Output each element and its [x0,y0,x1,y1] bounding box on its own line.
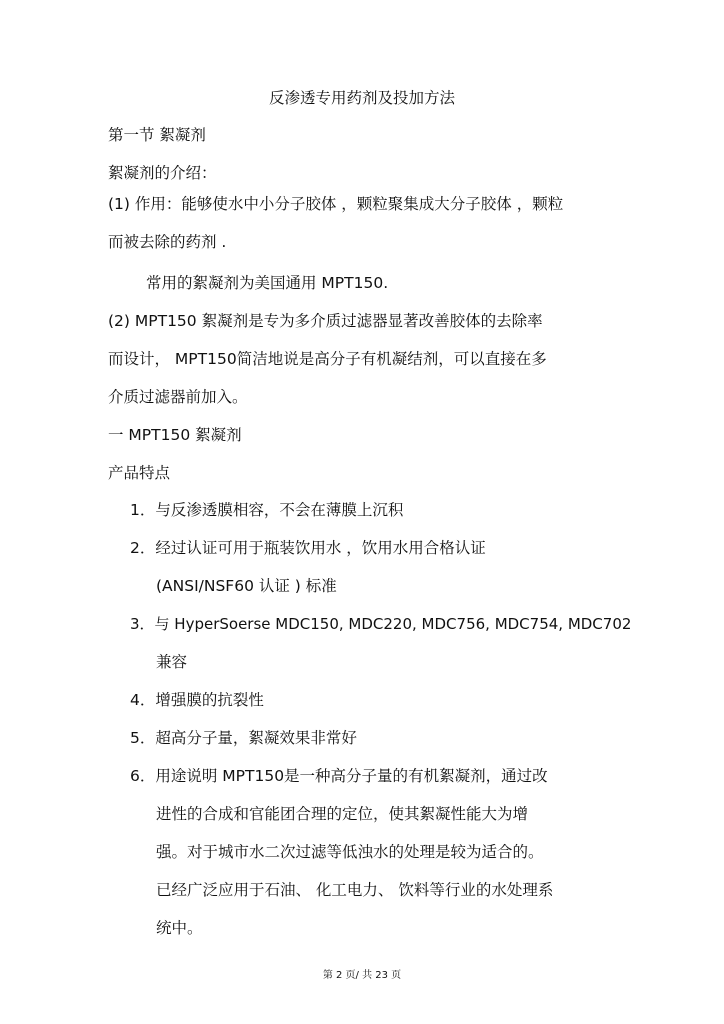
intro-heading: 絮凝剂的介绍： [108,164,217,182]
list-item: 2．经过认证可用于瓶装饮用水 ，饮用水用合格认证 [130,539,486,557]
list-item: 1．与反渗透膜相容，不会在薄膜上沉积 [130,501,404,519]
list-item-continuation: 强。对于城市水二次过滤等低浊水的处理是较为适合的。 [156,843,544,861]
list-item-continuation: 进性的合成和官能团合理的定位，使其絮凝性能大为增 [156,805,529,823]
list-item: 5．超高分子量，絮凝效果非常好 [130,729,357,747]
document-title: 反渗透专用药剂及投加方法 [268,89,455,107]
list-item: 6．用途说明 MPT150是一种高分子量的有机絮凝剂，通过改 [130,767,548,785]
section-heading: 第一节 絮凝剂 [108,126,206,144]
list-item-continuation: 已经广泛应用于石油、 化工电力、 饮料等行业的水处理系 [156,881,554,899]
paragraph-line: 常用的絮凝剂为美国通用 MPT150. [146,274,389,292]
subsection-heading: 一 MPT150 絮凝剂 [108,426,242,444]
paragraph-line: 介质过滤器前加入。 [108,388,248,406]
list-item: 4．增强膜的抗裂性 [130,691,264,709]
list-item-continuation: 统中。 [156,919,203,937]
list-item: 3．与 HyperSoerse MDC150, MDC220, MDC756, MDC754, MDC702 [130,615,632,633]
paragraph-line: 而设计， MPT150简洁地说是高分子有机凝结剂，可以直接在多 [108,350,547,368]
list-item-continuation: (ANSI/NSF60 认证 ) 标准 [156,577,337,595]
paragraph-line: (2) MPT150 絮凝剂是专为多介质过滤器显著改善胶体的去除率 [108,312,543,330]
paragraph-line: (1) 作用：能够使水中小分子胶体 ，颗粒聚集成大分子胶体 ，颗粒 [108,195,564,213]
paragraph-line: 而被去除的药剂 . [108,233,227,251]
page-number: 第 2 页/ 共 23 页 [322,970,402,981]
list-item-continuation: 兼容 [156,653,188,671]
features-heading: 产品特点 [108,464,171,482]
